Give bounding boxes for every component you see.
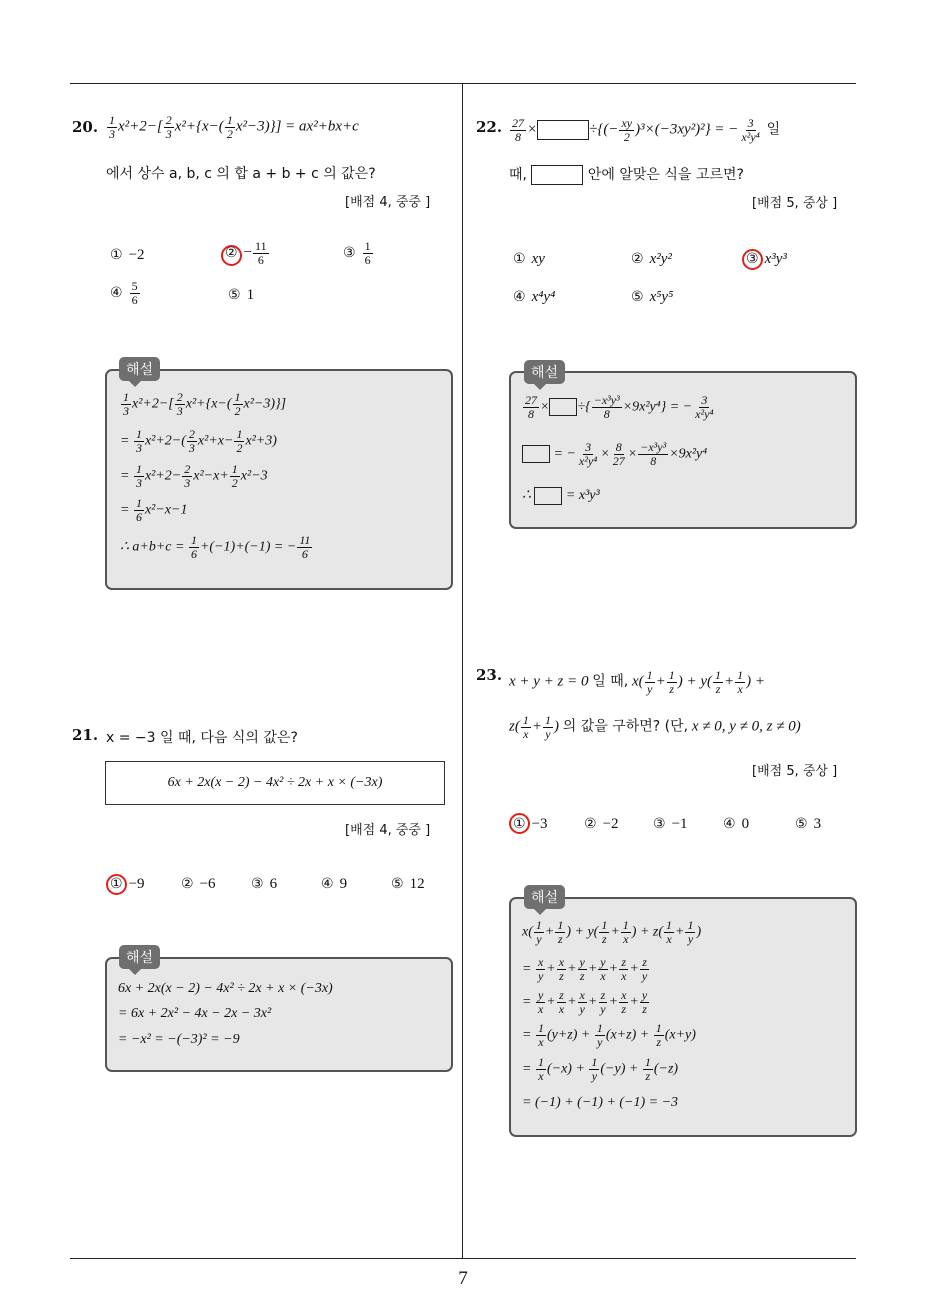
option-2[interactable]: ② −2 xyxy=(584,816,619,832)
top-rule xyxy=(70,83,856,84)
question-line-2: 때, 안에 알맞은 식을 고르면? xyxy=(509,167,744,183)
option-4[interactable]: ④ 9 xyxy=(321,876,348,892)
question-number: 23. xyxy=(476,666,503,684)
solution-line: = $\frac{x}{y}$ + $\frac{x}{z}$ + $\frac{y}{z}$ + $\frac{y}{x}$ + $\frac{z}{x}$ + $\frac{z}{y}$ xyxy=(522,955,648,983)
bottom-rule xyxy=(70,1258,856,1259)
solution-line: ∴ a+b+c = $\frac{1}{6}$ +(−1)+(−1) = − $\frac{11}{6}$ xyxy=(120,533,311,561)
page-number: 7 xyxy=(458,1268,468,1289)
solution-line: = $\frac{1}{6}$ x²−x−1 xyxy=(120,496,188,524)
solution-line: = 6x + 2x² − 4x − 2x − 3x² xyxy=(118,1006,272,1021)
solution-line: x( $\frac{1}{y}$ + $\frac{1}{z}$ ) + y( $\frac{1}{z}$ + $\frac{1}{x}$ ) + z( $\frac{1}{x}$ + $\frac{1}{y}$ ) xyxy=(522,918,702,946)
question-line-2: 에서 상수 a, b, c 의 합 a + b + c 의 값은? xyxy=(106,166,376,182)
option-1[interactable]: ① −9 xyxy=(110,876,145,892)
option-3[interactable]: ③ $\frac{1}{6}$ xyxy=(343,239,371,267)
solution-label: 해설 xyxy=(119,945,160,969)
solution-line: = $\frac{1}{3}$ x²+2− $\frac{2}{3}$ x²−x+ $\frac{1}{2}$ x²−3 xyxy=(120,462,268,490)
difficulty-label: [배점 4, 중중 ] xyxy=(345,823,431,838)
option-2[interactable]: ② x²y² xyxy=(631,251,672,267)
option-1[interactable]: ① xy xyxy=(513,251,545,267)
question-number: 21. xyxy=(72,726,99,744)
option-5[interactable]: ⑤ x⁵y⁵ xyxy=(631,289,674,305)
difficulty-label: [배점 5, 중상 ] xyxy=(752,764,838,779)
question-number: 22. xyxy=(476,118,503,136)
question-line-1: $\frac{1}{3}$ x²+2−[ $\frac{2}{3}$ x²+{x−( $\frac{1}{2}$ x²−3)}] = ax²+bx+c xyxy=(109,113,359,141)
question-line-1: $\frac{27}{8}$ × ÷{(− $\frac{xy}{2}$ )³×(−3xy²)²} = − $\frac{3}{\text{x²y⁴}}$ 일 xyxy=(512,116,781,144)
difficulty-label: [배점 5, 중상 ] xyxy=(752,196,838,211)
solution-line: $\frac{1}{3}$ x²+2−[ $\frac{2}{3}$ x²+{x−( $\frac{1}{2}$ x²−3)}] xyxy=(123,390,287,418)
solution-label: 해설 xyxy=(524,885,565,909)
option-1[interactable]: ① −3 xyxy=(513,816,548,832)
option-4[interactable]: ④ $\frac{5}{6}$ xyxy=(110,279,138,307)
solution-line: = (−1) + (−1) + (−1) = −3 xyxy=(522,1095,679,1110)
option-5[interactable]: ⑤ 12 xyxy=(391,876,425,892)
option-5[interactable]: ⑤ 3 xyxy=(795,816,822,832)
option-3[interactable]: ③ −1 xyxy=(653,816,688,832)
solution-line: = − $\frac{3}{\text{x²y⁴}}$ × $\frac{8}{27}$ × $\frac{\text{−x³y³}}{8}$ ×9x²y⁴ xyxy=(522,441,707,467)
solution-line: ∴ = x³y³ xyxy=(522,488,600,504)
solution-line: = $\frac{y}{x}$ + $\frac{z}{x}$ + $\frac{x}{y}$ + $\frac{z}{y}$ + $\frac{x}{z}$ + $\frac{y}{z}$ xyxy=(522,988,648,1016)
option-3[interactable]: ③ 6 xyxy=(251,876,278,892)
solution-line: = −x² = −(−3)² = −9 xyxy=(118,1032,240,1047)
answer-blank xyxy=(537,120,589,140)
solution-line: $\frac{27}{8}$ × ÷{ $\frac{\text{−x³y³}}{8}$ ×9x²y⁴} = − $\frac{3}{\text{x²y⁴}}$ xyxy=(525,393,714,421)
option-4[interactable]: ④ 0 xyxy=(723,816,750,832)
solution-label: 해설 xyxy=(524,360,565,384)
solution-line: = $\frac{1}{x}$ (−x) + $\frac{1}{y}$ (−y) + $\frac{1}{z}$ (−z) xyxy=(522,1055,679,1083)
solution-line: = $\frac{1}{x}$ (y+z) + $\frac{1}{y}$ (x+z) + $\frac{1}{z}$ (x+y) xyxy=(522,1021,696,1049)
question-line-2: z( $\frac{1}{x}$ + $\frac{1}{y}$ ) 의 값을 구하면? (단, x ≠ 0, y ≠ 0, z ≠ 0) xyxy=(509,713,801,741)
question-number: 20. xyxy=(72,118,99,136)
option-2[interactable]: ② −6 xyxy=(181,876,216,892)
question-line-1: x = −3 일 때, 다음 식의 값은? xyxy=(106,730,298,746)
option-5[interactable]: ⑤ 1 xyxy=(228,287,255,303)
solution-line: = $\frac{1}{3}$ x²+2−( $\frac{2}{3}$ x²+x− $\frac{1}{2}$ x²+3) xyxy=(120,427,277,455)
answer-blank xyxy=(531,165,583,185)
solution-label: 해설 xyxy=(119,357,160,381)
option-1[interactable]: ① −2 xyxy=(110,247,145,263)
option-2[interactable]: ② − $\frac{11}{6}$ xyxy=(225,239,267,267)
option-3[interactable]: ③ x³y³ xyxy=(746,251,787,267)
question-line-1: x + y + z = 0 일 때, x( $\frac{1}{y}$ + $\frac{1}{z}$ ) + y( $\frac{1}{z}$ + $\frac{1}{x}$ ) + xyxy=(509,668,766,696)
expression-box: 6x + 2x(x − 2) − 4x² ÷ 2x + x × (−3x) xyxy=(105,761,445,805)
column-divider xyxy=(462,84,463,1258)
difficulty-label: [배점 4, 중중 ] xyxy=(345,195,431,210)
solution-line: 6x + 2x(x − 2) − 4x² ÷ 2x + x × (−3x) xyxy=(118,981,333,996)
option-4[interactable]: ④ x⁴y⁴ xyxy=(513,289,556,305)
